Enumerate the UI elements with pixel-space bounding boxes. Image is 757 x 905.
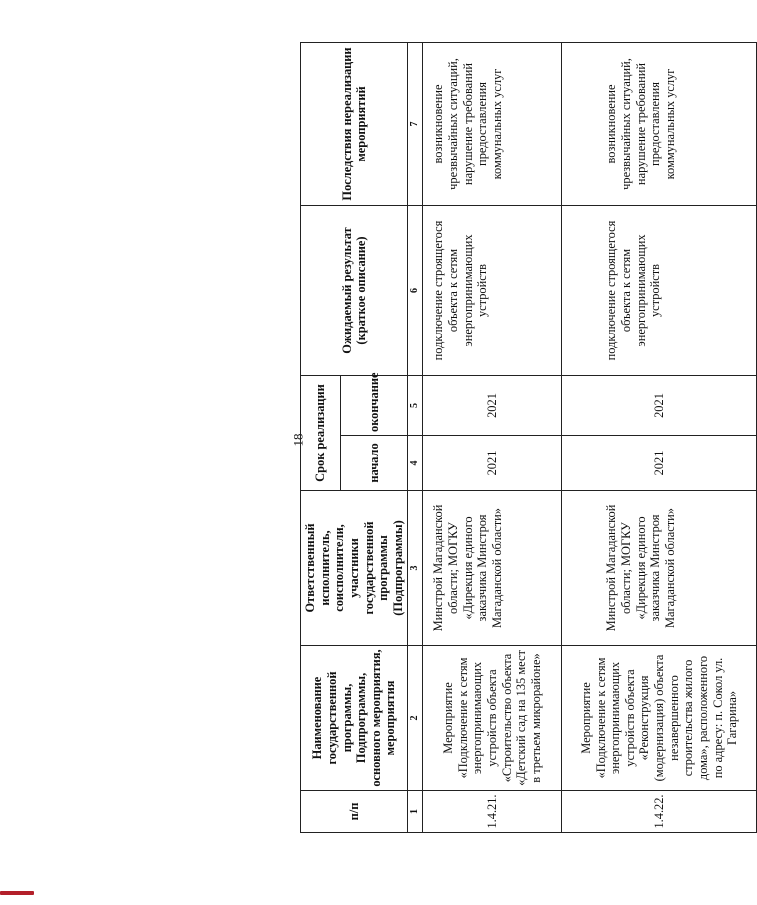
row-responsible: Минстрой Магаданской области; МОГКУ «Дирекция единого заказчика Минстроя Магаданской области»	[562, 491, 757, 646]
column-number: 1	[408, 791, 423, 833]
page-number: 18	[290, 433, 306, 447]
row-consequences: возникновение чрезвычайных ситуаций, нарушение требований предоставления коммунальных услуг	[423, 43, 562, 206]
row-result: подключение строящегося объекта к сетям энергопринимающих устройств	[562, 206, 757, 376]
table-row	[423, 43, 562, 833]
row-result: подключение строящегося объекта к сетям энергопринимающих устройств	[423, 206, 562, 376]
table-row	[562, 43, 757, 833]
row-start: 2021	[423, 436, 562, 491]
red-edge-mark	[0, 891, 34, 895]
column-number: 2	[408, 646, 423, 791]
column-number: 7	[408, 43, 423, 206]
rotated-table-container	[300, 43, 740, 833]
program-measures-table	[300, 42, 757, 833]
header-result: Ожидаемый результат (краткое описание)	[301, 206, 408, 376]
column-numbers-row	[408, 43, 423, 833]
row-start: 2021	[562, 436, 757, 491]
header-responsible: Ответственный исполнитель, соисполнители, участники государственной программы (Подпрограммы)	[301, 491, 408, 646]
header-number: п/п	[301, 791, 408, 833]
header-consequences: Последствия нереализации мероприятий	[301, 43, 408, 206]
header-row	[301, 43, 341, 833]
column-number: 4	[408, 436, 423, 491]
header-start: начало	[341, 436, 408, 491]
row-consequences: возникновение чрезвычайных ситуаций, нарушение требований предоставления коммунальных услуг	[562, 43, 757, 206]
header-name: Наименование государственной программы, Подпрограммы, основного мероприятия, мероприятия	[301, 646, 408, 791]
row-name: Мероприятие «Подключение к сетям энергопринимающих устройств объекта «Строительство объекта «Детский сад на 135 мест в третьем микрорайоне»	[423, 646, 562, 791]
header-term: Срок реализации	[301, 376, 341, 491]
header-end: окончание	[341, 376, 408, 436]
row-number: 1.4.21.	[423, 791, 562, 833]
row-number: 1.4.22.	[562, 791, 757, 833]
column-number: 3	[408, 491, 423, 646]
row-name: Мероприятие «Подключение к сетям энергопринимающих устройств объекта «Реконструкция (модернизация) объекта незавершенного строительства жилого дома», расположенного по адресу: п. Сокол ул. Гагарина»	[562, 646, 757, 791]
row-responsible: Минстрой Магаданской области; МОГКУ «Дирекция единого заказчика Минстроя Магаданской области»	[423, 491, 562, 646]
row-end: 2021	[423, 376, 562, 436]
row-end: 2021	[562, 376, 757, 436]
column-number: 5	[408, 376, 423, 436]
column-number: 6	[408, 206, 423, 376]
